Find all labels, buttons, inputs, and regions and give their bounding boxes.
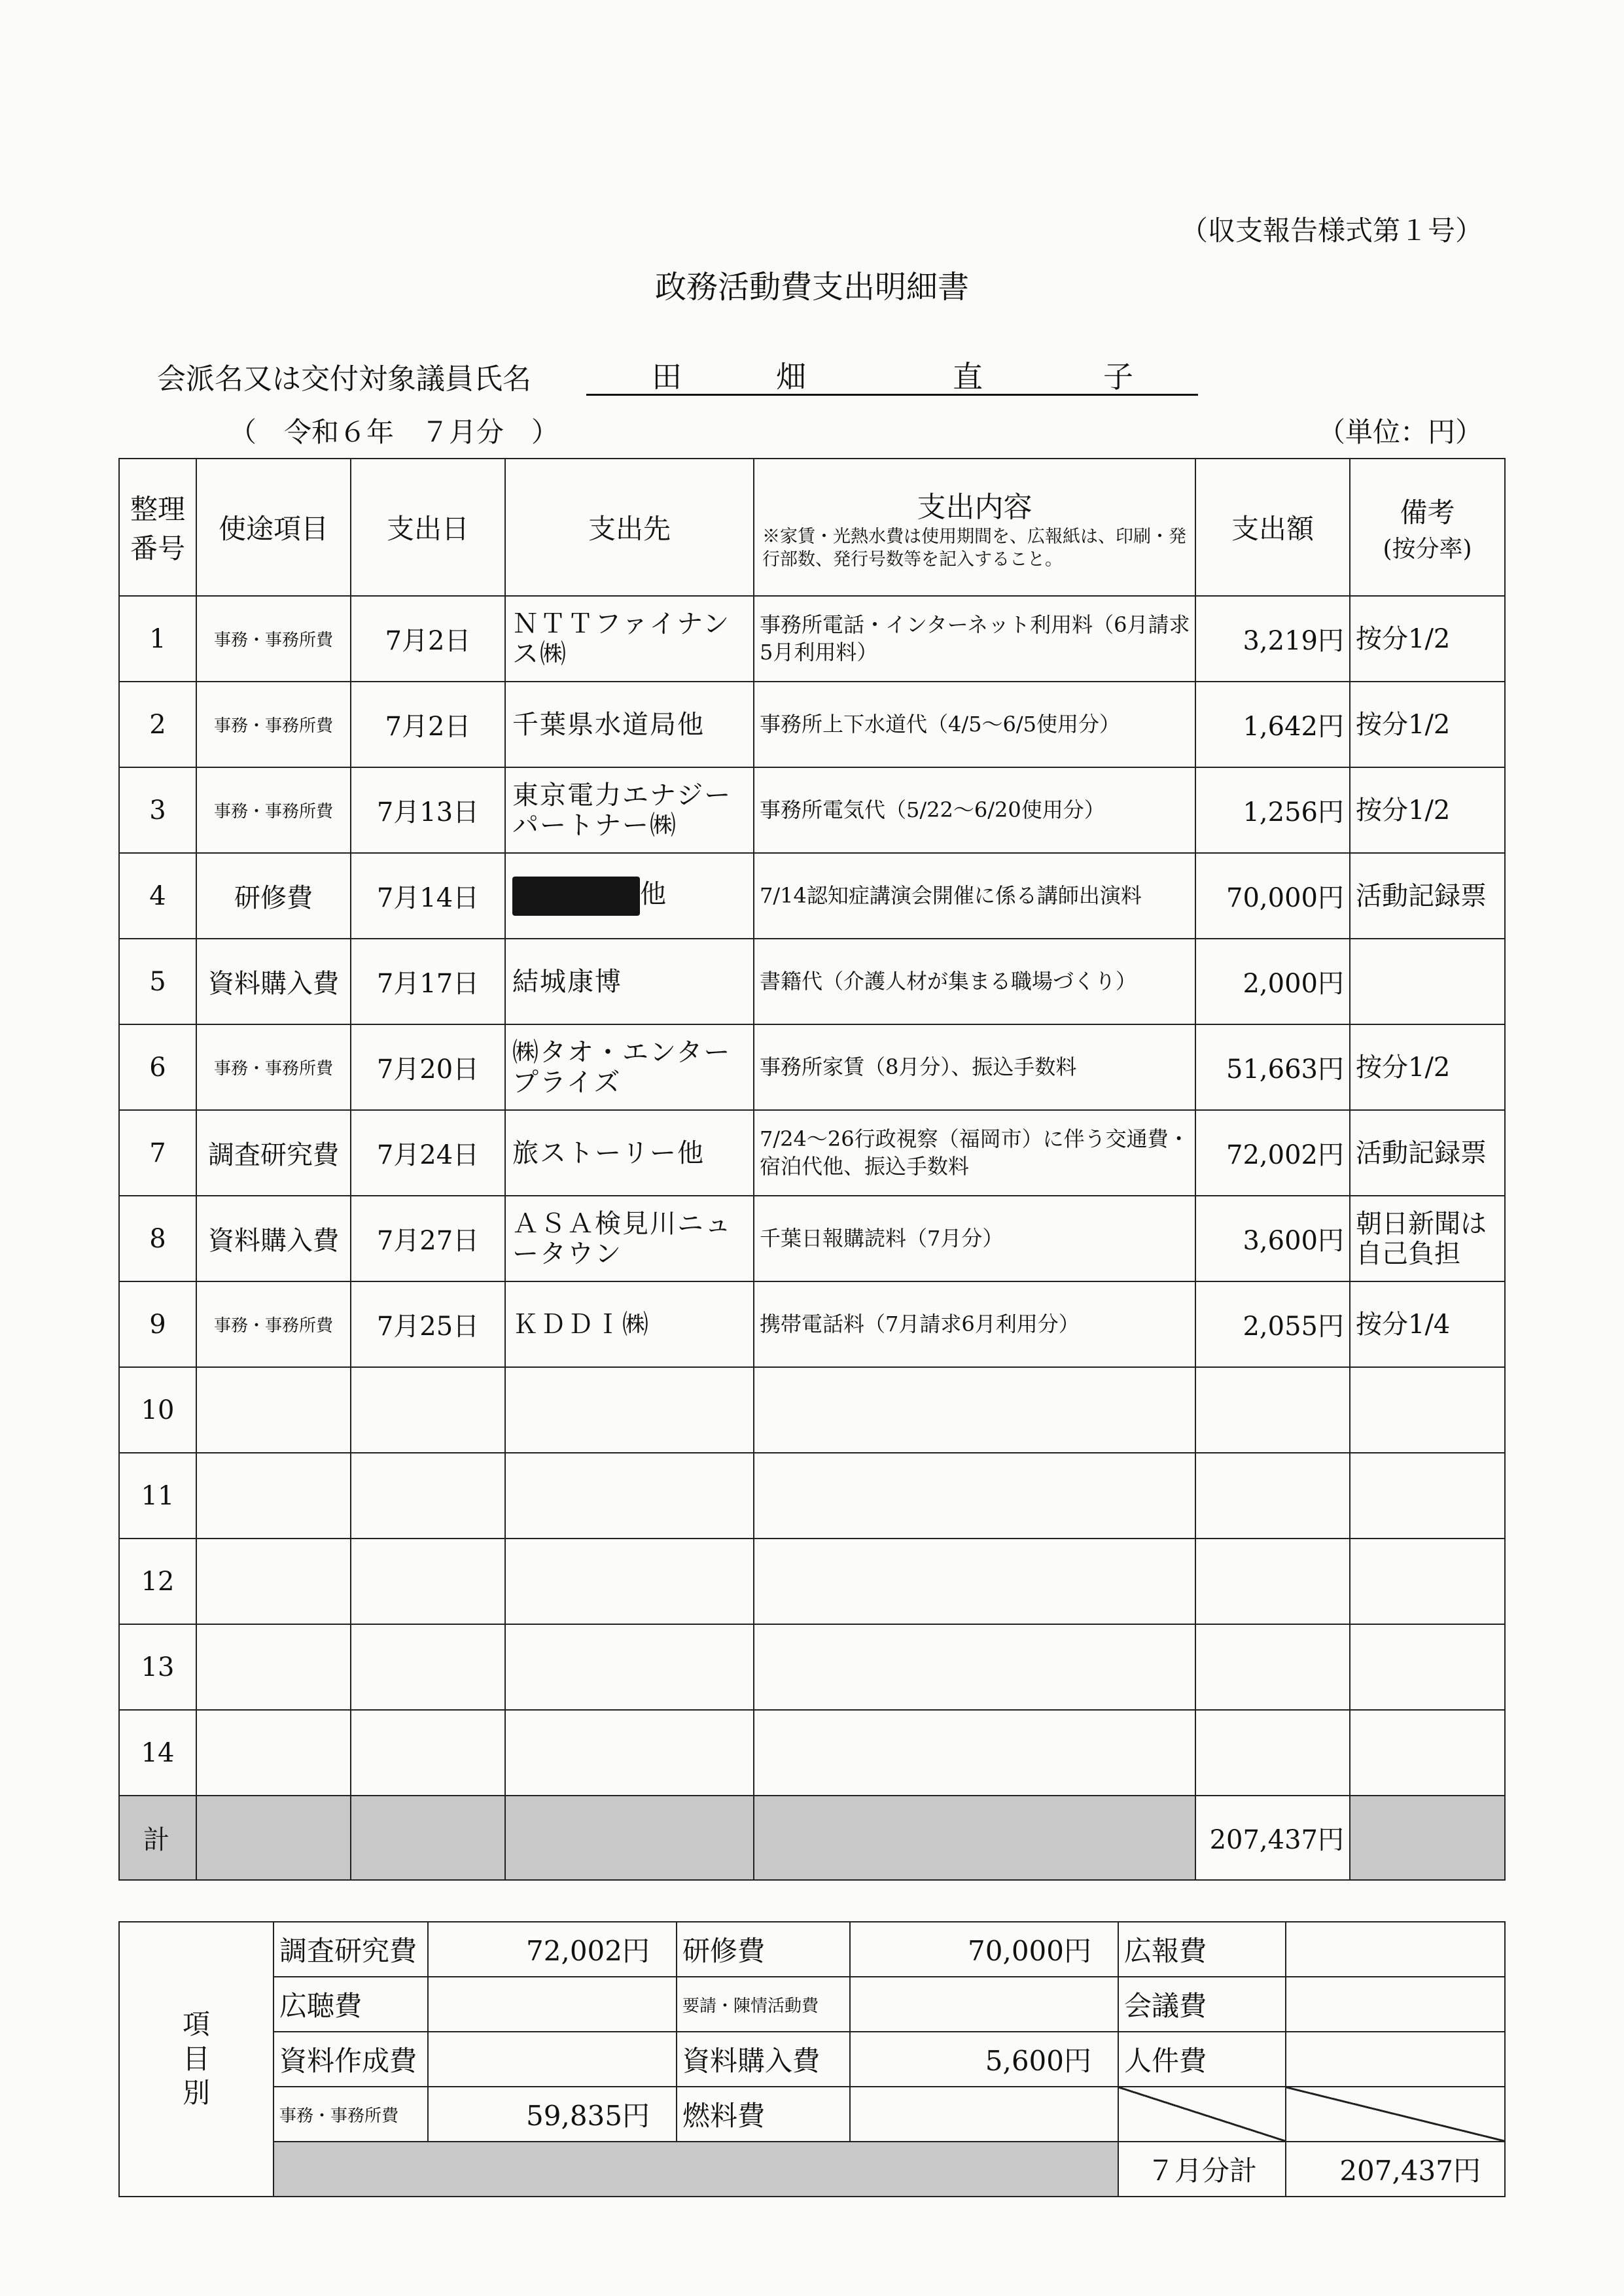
row-purpose xyxy=(196,1367,351,1453)
row-purpose: 事務・事務所費 xyxy=(196,767,351,853)
table-row xyxy=(119,1196,1505,1281)
member-name xyxy=(586,353,1198,396)
row-payee xyxy=(505,1453,754,1539)
document-title: 政務活動費支出明細書 xyxy=(654,269,969,305)
month-total-label: ７月分計 xyxy=(1118,2142,1286,2197)
total-filler xyxy=(196,1796,351,1880)
row-number: 8 xyxy=(119,1196,196,1281)
row-remarks: 按分1/2 xyxy=(1350,596,1505,682)
row-payee: ＫＤＤＩ㈱ xyxy=(505,1281,754,1367)
row-content xyxy=(754,1624,1195,1710)
header-remarks-sub: (按分率) xyxy=(1383,535,1472,563)
table-row xyxy=(119,1024,1505,1110)
header-remarks xyxy=(1350,459,1505,596)
row-date: 7月17日 xyxy=(351,939,505,1024)
header-date: 支出日 xyxy=(351,459,505,596)
row-purpose: 事務・事務所費 xyxy=(196,596,351,682)
row-payee xyxy=(505,1710,754,1796)
summary-label: 人件費 xyxy=(1118,2032,1286,2087)
row-number: 10 xyxy=(119,1367,196,1453)
header-content xyxy=(754,459,1195,596)
total-filler xyxy=(1350,1796,1505,1880)
row-date xyxy=(351,1624,505,1710)
row-remarks xyxy=(1350,1710,1505,1796)
summary-label: 研修費 xyxy=(677,1922,850,1977)
side-char: 目 xyxy=(182,2042,210,2075)
form-number: （収支報告様式第１号） xyxy=(1180,215,1483,247)
row-number: 3 xyxy=(119,767,196,853)
summary-row xyxy=(119,2032,1505,2087)
row-remarks xyxy=(1350,1453,1505,1539)
member-name-char: 畑 xyxy=(776,359,806,394)
side-char: 別 xyxy=(182,2077,210,2110)
table-row xyxy=(119,1539,1505,1624)
row-number: 11 xyxy=(119,1453,196,1539)
row-content xyxy=(754,1367,1195,1453)
row-purpose: 事務・事務所費 xyxy=(196,1024,351,1110)
row-purpose xyxy=(196,1453,351,1539)
summary-label: 燃料費 xyxy=(677,2087,850,2142)
summary-label: 要請・陳情活動費 xyxy=(677,1977,850,2032)
summary-value xyxy=(428,2032,677,2087)
row-payee: 結城康博 xyxy=(505,939,754,1024)
row-payee xyxy=(505,1624,754,1710)
row-number: 14 xyxy=(119,1710,196,1796)
header-remarks-title: 備考 xyxy=(1400,496,1455,529)
row-number: 1 xyxy=(119,596,196,682)
row-number: 4 xyxy=(119,853,196,939)
row-date xyxy=(351,1453,505,1539)
member-name-char: 田 xyxy=(652,359,682,394)
period: （ 令和６年 ７月分 ） xyxy=(229,416,559,448)
row-payee xyxy=(505,1367,754,1453)
total-row xyxy=(119,1796,1505,1880)
row-amount: 1,256円 xyxy=(1195,767,1350,853)
summary-value xyxy=(1286,1922,1505,1977)
row-date xyxy=(351,1539,505,1624)
summary-row xyxy=(119,1977,1505,2032)
total-label: 計 xyxy=(119,1796,196,1880)
row-date: 7月20日 xyxy=(351,1024,505,1110)
member-name-char: 直 xyxy=(953,359,983,394)
side-char: 項 xyxy=(182,2008,210,2041)
summary-value xyxy=(850,2087,1118,2142)
row-number: 6 xyxy=(119,1024,196,1110)
member-label: 会派名又は交付対象議員氏名 xyxy=(157,362,531,396)
total-amount: 207,437円 xyxy=(1195,1796,1350,1880)
row-amount: 72,002円 xyxy=(1195,1110,1350,1196)
header-amount: 支出額 xyxy=(1195,459,1350,596)
summary-row xyxy=(119,2087,1505,2142)
row-date: 7月2日 xyxy=(351,682,505,767)
row-purpose: 事務・事務所費 xyxy=(196,682,351,767)
row-payee: 旅ストーリー他 xyxy=(505,1110,754,1196)
table-row xyxy=(119,939,1505,1024)
row-amount xyxy=(1195,1539,1350,1624)
row-number: 9 xyxy=(119,1281,196,1367)
row-remarks: 朝日新聞は自己負担 xyxy=(1350,1196,1505,1281)
summary-value xyxy=(1286,2032,1505,2087)
row-remarks: 按分1/4 xyxy=(1350,1281,1505,1367)
row-purpose: 調査研究費 xyxy=(196,1110,351,1196)
summary-value: 72,002円 xyxy=(428,1922,677,1977)
header-no: 整理番号 xyxy=(119,459,196,596)
row-content: 携帯電話料（7月請求6月利用分） xyxy=(754,1281,1195,1367)
total-filler xyxy=(351,1796,505,1880)
header-content-title: 支出内容 xyxy=(917,490,1033,524)
crossed-out-cell xyxy=(1286,2087,1505,2142)
row-content: 事務所電気代（5/22～6/20使用分） xyxy=(754,767,1195,853)
row-purpose: 資料購入費 xyxy=(196,1196,351,1281)
row-payee: 東京電力エナジーパートナー㈱ xyxy=(505,767,754,853)
table-row xyxy=(119,853,1505,939)
summary-total-row xyxy=(119,2142,1505,2197)
row-content: 書籍代（介護人材が集まる職場づくり） xyxy=(754,939,1195,1024)
summary-value xyxy=(850,1977,1118,2032)
row-amount xyxy=(1195,1367,1350,1453)
row-content xyxy=(754,1539,1195,1624)
category-summary-table xyxy=(118,1921,1506,2197)
table-row xyxy=(119,1453,1505,1539)
row-number: 7 xyxy=(119,1110,196,1196)
row-content: 7/24～26行政視察（福岡市）に伴う交通費・宿泊代他、振込手数料 xyxy=(754,1110,1195,1196)
crossed-out-cell xyxy=(1118,2087,1286,2142)
row-payee xyxy=(505,853,754,939)
row-purpose: 研修費 xyxy=(196,853,351,939)
row-amount xyxy=(1195,1624,1350,1710)
row-content xyxy=(754,1710,1195,1796)
total-filler xyxy=(754,1796,1195,1880)
row-content: 千葉日報購読料（7月分） xyxy=(754,1196,1195,1281)
summary-value: 59,835円 xyxy=(428,2087,677,2142)
row-remarks: 活動記録票 xyxy=(1350,853,1505,939)
table-row xyxy=(119,1624,1505,1710)
row-date: 7月24日 xyxy=(351,1110,505,1196)
row-payee: 千葉県水道局他 xyxy=(505,682,754,767)
row-date xyxy=(351,1367,505,1453)
table-row xyxy=(119,767,1505,853)
row-remarks xyxy=(1350,939,1505,1024)
table-row xyxy=(119,596,1505,682)
summary-value: 5,600円 xyxy=(850,2032,1118,2087)
row-date: 7月27日 xyxy=(351,1196,505,1281)
row-amount: 70,000円 xyxy=(1195,853,1350,939)
row-date xyxy=(351,1710,505,1796)
row-date: 7月25日 xyxy=(351,1281,505,1367)
row-amount: 2,000円 xyxy=(1195,939,1350,1024)
month-total-value: 207,437円 xyxy=(1286,2142,1505,2197)
summary-value xyxy=(428,1977,677,2032)
row-amount: 2,055円 xyxy=(1195,1281,1350,1367)
table-row xyxy=(119,682,1505,767)
row-date: 7月13日 xyxy=(351,767,505,853)
summary-side-label xyxy=(119,1922,274,2197)
summary-label: 広報費 xyxy=(1118,1922,1286,1977)
row-amount: 51,663円 xyxy=(1195,1024,1350,1110)
table-row xyxy=(119,1110,1505,1196)
summary-value xyxy=(1286,1977,1505,2032)
table-row xyxy=(119,1367,1505,1453)
member-name-char: 子 xyxy=(1103,359,1133,394)
unit-label: （単位：円） xyxy=(1317,416,1483,448)
row-remarks: 按分1/2 xyxy=(1350,682,1505,767)
summary-row xyxy=(119,1922,1505,1977)
row-number: 13 xyxy=(119,1624,196,1710)
table-row xyxy=(119,1710,1505,1796)
row-payee xyxy=(505,1539,754,1624)
row-content: 事務所家賃（8月分）、振込手数料 xyxy=(754,1024,1195,1110)
table-header xyxy=(119,459,1505,596)
row-number: 12 xyxy=(119,1539,196,1624)
summary-label: 資料作成費 xyxy=(274,2032,428,2087)
summary-label: 調査研究費 xyxy=(274,1922,428,1977)
row-purpose xyxy=(196,1710,351,1796)
row-purpose: 事務・事務所費 xyxy=(196,1281,351,1367)
row-remarks xyxy=(1350,1367,1505,1453)
summary-label: 資料購入費 xyxy=(677,2032,850,2087)
summary-label: 会議費 xyxy=(1118,1977,1286,2032)
row-date: 7月2日 xyxy=(351,596,505,682)
row-amount xyxy=(1195,1453,1350,1539)
row-purpose xyxy=(196,1539,351,1624)
row-content: 事務所上下水道代（4/5～6/5使用分） xyxy=(754,682,1195,767)
row-payee-text: 他 xyxy=(640,878,667,909)
total-filler xyxy=(505,1796,754,1880)
expense-table xyxy=(118,458,1506,1881)
table-row xyxy=(119,1281,1505,1367)
row-payee: ＡＳＡ検見川ニュータウン xyxy=(505,1196,754,1281)
row-number: 2 xyxy=(119,682,196,767)
row-date: 7月14日 xyxy=(351,853,505,939)
row-payee: ＮＴＴファイナンス㈱ xyxy=(505,596,754,682)
row-amount xyxy=(1195,1710,1350,1796)
row-remarks: 活動記録票 xyxy=(1350,1110,1505,1196)
redaction-block xyxy=(512,877,640,916)
row-remarks: 按分1/2 xyxy=(1350,1024,1505,1110)
header-purpose: 使途項目 xyxy=(196,459,351,596)
row-amount: 3,219円 xyxy=(1195,596,1350,682)
row-amount: 1,642円 xyxy=(1195,682,1350,767)
row-remarks: 按分1/2 xyxy=(1350,767,1505,853)
row-remarks xyxy=(1350,1539,1505,1624)
header-content-note: ※家賃・光熱水費は使用期間を、広報紙は、印刷・発行部数、発行号数等を記入すること。 xyxy=(762,526,1186,570)
summary-label: 広聴費 xyxy=(274,1977,428,2032)
row-number: 5 xyxy=(119,939,196,1024)
row-content xyxy=(754,1453,1195,1539)
header-payee: 支出先 xyxy=(505,459,754,596)
summary-value: 70,000円 xyxy=(850,1922,1118,1977)
row-payee: ㈱タオ・エンタープライズ xyxy=(505,1024,754,1110)
row-content: 事務所電話・インターネット利用料（6月請求5月利用料） xyxy=(754,596,1195,682)
summary-total-filler xyxy=(274,2142,1118,2197)
row-content: 7/14認知症講演会開催に係る講師出演料 xyxy=(754,853,1195,939)
row-purpose xyxy=(196,1624,351,1710)
summary-label: 事務・事務所費 xyxy=(274,2087,428,2142)
row-purpose: 資料購入費 xyxy=(196,939,351,1024)
row-amount: 3,600円 xyxy=(1195,1196,1350,1281)
row-remarks xyxy=(1350,1624,1505,1710)
